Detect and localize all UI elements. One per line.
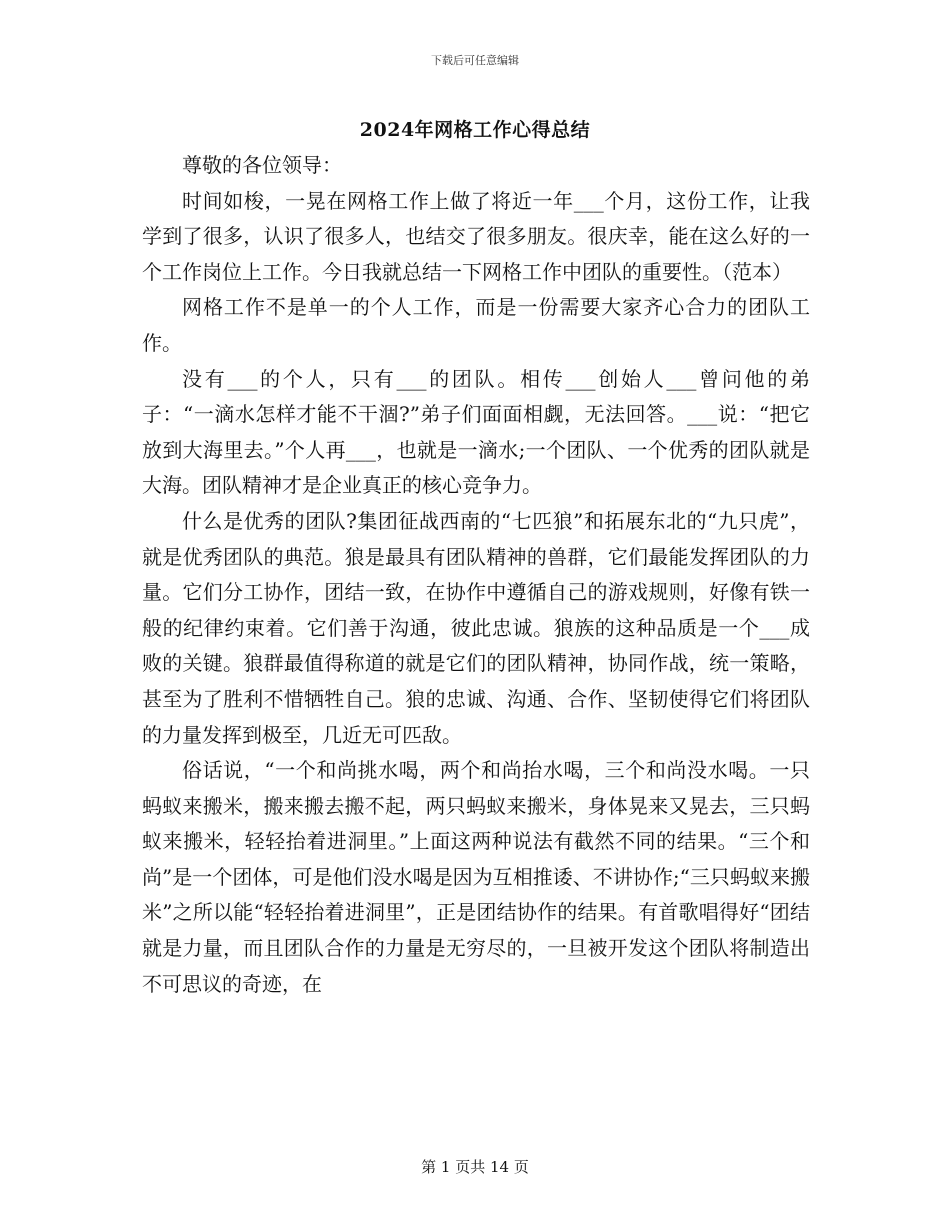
document-title: 2024年网格工作心得总结 — [359, 119, 591, 141]
page-number-footer: 第 1 页共 14 页 — [421, 1158, 529, 1176]
page-header-note: 下载后可任意编辑 — [431, 54, 519, 67]
body-paragraph: 网格工作不是单一的个人工作，而是一份需要大家齐心合力的团队工作。 — [142, 295, 810, 355]
body-paragraph: 俗话说，“一个和尚挑水喝，两个和尚抬水喝，三个和尚没水喝。一只蚂蚁来搬米，搬来搬去搬不起，两只蚂蚁来搬米，身体晃来又晃去，三只蚂蚁来搬米，轻轻抬着进洞里。”上面这两种说法有截然不同的结果。“三个和尚”是一个团体，可是他们没水喝是因为互相推诿、不讲协作;“三只蚂蚁来搬米”之所以能“轻轻抬着进洞里”，正是团结协作的结果。有首歌唱得好“团结就是力量，而且团队合作的力量是无穷尽的，一旦被开发这个团队将制造出不可思议的奇迹，在 — [142, 758, 810, 996]
body-paragraph: 没有___的个人，只有___的团队。相传___创始人___曾问他的弟子：“一滴水怎样才能不干涸?”弟子们面面相觑，无法回答。___说：“把它放到大海里去。”个人再___，也就是一滴水;一个团队、一个优秀的团队就是大海。团队精神才是企业真正的核心竞争力。 — [142, 366, 810, 498]
salutation-paragraph: 尊敬的各位领导： — [182, 153, 342, 177]
document-body — [142, 148, 810, 1002]
body-paragraph: 什么是优秀的团队?集团征战西南的“七匹狼”和拓展东北的“九只虎”，就是优秀团队的典范。狼是最具有团队精神的兽群，它们最能发挥团队的力量。它们分工协作，团结一致，在协作中遵循自己的游戏规则，好像有铁一般的纪律约束着。它们善于沟通，彼此忠诚。狼族的这种品质是一个___成败的关键。狼群最值得称道的就是它们的团队精神，协同作战，统一策略，甚至为了胜利不惜牺牲自己。狼的忠诚、沟通、合作、坚韧使得它们将团队的力量发挥到极至，几近无可匹敌。 — [142, 508, 810, 747]
body-paragraph: 时间如梭，一晃在网格工作上做了将近一年___个月，这份工作，让我学到了很多，认识了很多人，也结交了很多朋友。很庆幸，能在这么好的一个工作岗位上工作。今日我就总结一下网格工作中团队的重要性。（范本） — [142, 188, 810, 284]
